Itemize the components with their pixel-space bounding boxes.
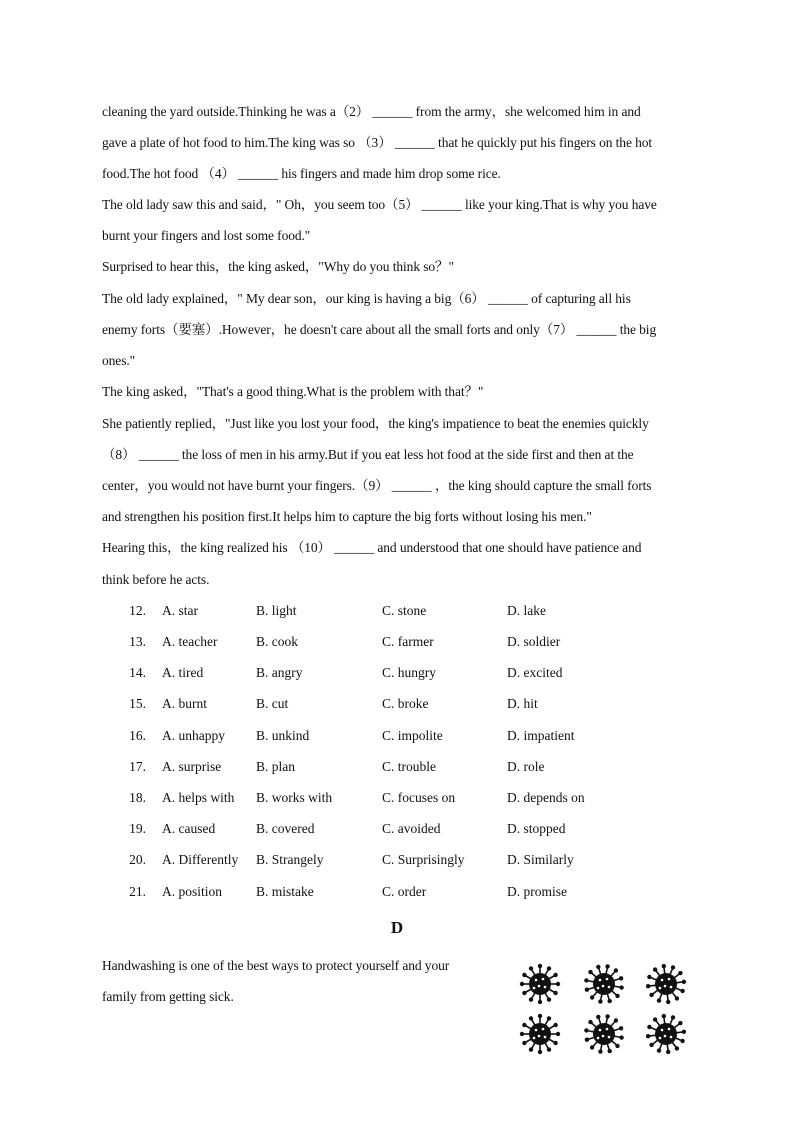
- passage-line: gave a plate of hot food to him.The king was so （3） ______ that he quickly put his fingers on the hot: [102, 135, 653, 150]
- option-c: C. order: [382, 884, 427, 899]
- section-heading: D: [390, 918, 404, 937]
- passage-line: enemy forts（要塞）.However，he doesn't care about all the small forts and only（7） ______ the big: [102, 322, 657, 337]
- option-c: C. Surprisingly: [382, 852, 465, 867]
- option-c: C. avoided: [382, 821, 441, 836]
- option-d: D. promise: [507, 884, 567, 899]
- question-row: [0, 820, 794, 838]
- passage-line: cleaning the yard outside.Thinking he was a（2） ______ from the army，she welcomed him in and: [102, 104, 641, 119]
- virus-icon: [518, 1012, 562, 1056]
- question-number: 18.: [129, 790, 146, 805]
- option-d: D. Similarly: [507, 852, 574, 867]
- virus-icon: [644, 1012, 688, 1056]
- option-b: B. covered: [256, 821, 315, 836]
- option-b: B. unkind: [256, 728, 310, 743]
- question-number: 13.: [129, 634, 146, 649]
- question-number: 16.: [129, 728, 146, 743]
- question-row: [0, 851, 794, 869]
- passage-line: burnt your fingers and lost some food.": [102, 228, 311, 243]
- option-a: A. unhappy: [162, 728, 225, 743]
- passage-line: The old lady saw this and said，" Oh，you seem too（5） ______ like your king.That is why you have: [102, 197, 657, 212]
- passage-line: The king asked，"That's a good thing.What is the problem with that？": [102, 384, 484, 399]
- option-c: C. stone: [382, 603, 427, 618]
- option-a: A. caused: [162, 821, 216, 836]
- option-b: B. plan: [256, 759, 295, 774]
- question-number: 21.: [129, 884, 146, 899]
- passage-line: Surprised to hear this，the king asked，"Why do you think so？": [102, 259, 454, 274]
- question-number: 14.: [129, 665, 146, 680]
- option-d: D. excited: [507, 665, 563, 680]
- option-b: B. cut: [256, 696, 289, 711]
- passage-line: ones.": [102, 353, 136, 368]
- passage-line: She patiently replied，"Just like you lost your food，the king's impatience to beat the enemies quickly: [102, 416, 649, 431]
- question-number: 19.: [129, 821, 146, 836]
- option-d: D. stopped: [507, 821, 566, 836]
- virus-icon: [582, 962, 626, 1006]
- option-c: C. focuses on: [382, 790, 456, 805]
- option-b: B. light: [256, 603, 297, 618]
- option-a: A. teacher: [162, 634, 218, 649]
- option-c: C. broke: [382, 696, 429, 711]
- question-row: [0, 789, 794, 807]
- virus-icon: [644, 962, 688, 1006]
- option-a: A. Differently: [162, 852, 239, 867]
- question-row: [0, 883, 794, 901]
- option-c: C. farmer: [382, 634, 434, 649]
- option-d: D. role: [507, 759, 545, 774]
- question-row: [0, 602, 794, 620]
- section-intro-line: family from getting sick.: [102, 989, 234, 1004]
- option-b: B. Strangely: [256, 852, 324, 867]
- passage-line: think before he acts.: [102, 572, 210, 587]
- option-a: A. surprise: [162, 759, 222, 774]
- passage-line: Hearing this，the king realized his （10） ______ and understood that one should have patience and: [102, 540, 642, 555]
- option-a: A. position: [162, 884, 223, 899]
- passage-line: center，you would not have burnt your fingers.（9） ______ ，the king should capture the small forts: [102, 478, 652, 493]
- virus-icon: [582, 1012, 626, 1056]
- option-a: A. tired: [162, 665, 204, 680]
- passage-line: food.The hot food （4） ______ his fingers and made him drop some rice.: [102, 166, 501, 181]
- option-b: B. angry: [256, 665, 303, 680]
- option-a: A. burnt: [162, 696, 207, 711]
- passage-line: and strengthen his position first.It helps him to capture the big forts without losing his men.": [102, 509, 592, 524]
- question-number: 12.: [129, 603, 146, 618]
- option-d: D. hit: [507, 696, 538, 711]
- passage-line: （8） ______ the loss of men in his army.But if you eat less hot food at the side first and then at the: [102, 447, 634, 462]
- option-d: D. lake: [507, 603, 546, 618]
- option-a: A. helps with: [162, 790, 235, 805]
- option-d: D. depends on: [507, 790, 585, 805]
- option-c: C. hungry: [382, 665, 436, 680]
- option-d: D. impatient: [507, 728, 575, 743]
- option-c: C. trouble: [382, 759, 436, 774]
- question-number: 20.: [129, 852, 146, 867]
- question-row: [0, 758, 794, 776]
- option-b: B. mistake: [256, 884, 314, 899]
- virus-icon: [518, 962, 562, 1006]
- question-number: 17.: [129, 759, 146, 774]
- option-d: D. soldier: [507, 634, 561, 649]
- virus-illustration: [518, 962, 693, 1052]
- option-b: B. cook: [256, 634, 298, 649]
- question-number: 15.: [129, 696, 146, 711]
- question-row: [0, 664, 794, 682]
- question-row: [0, 695, 794, 713]
- option-a: A. star: [162, 603, 198, 618]
- passage-line: The old lady explained，" My dear son，our king is having a big（6） ______ of capturing all his: [102, 291, 631, 306]
- option-c: C. impolite: [382, 728, 443, 743]
- option-b: B. works with: [256, 790, 333, 805]
- question-row: [0, 633, 794, 651]
- question-row: [0, 727, 794, 745]
- section-intro-line: Handwashing is one of the best ways to protect yourself and your: [102, 958, 450, 973]
